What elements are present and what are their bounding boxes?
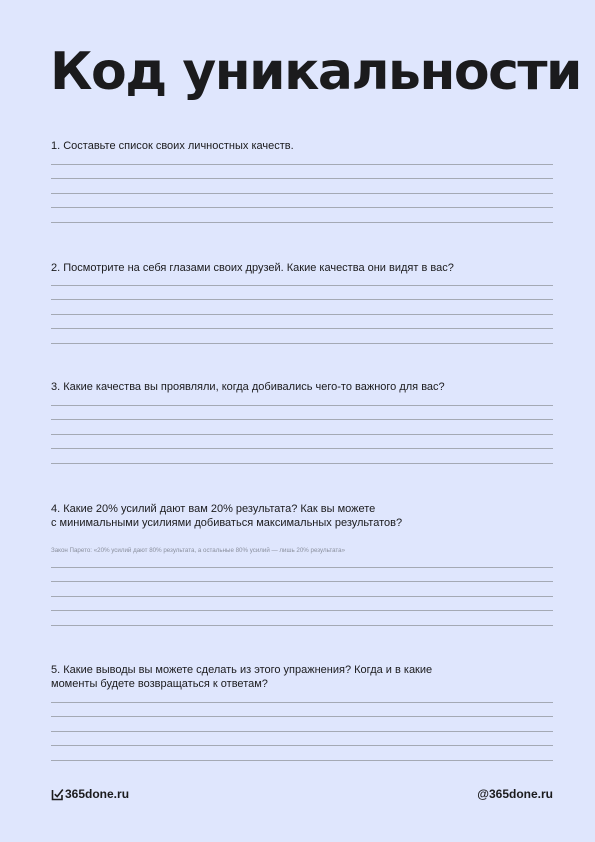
answer-line [51, 328, 553, 329]
answer-line [51, 314, 553, 315]
answer-line [51, 207, 553, 208]
question-3: 3. Какие качества вы проявляли, когда добивались чего-то важного для вас? [51, 381, 445, 393]
answer-line [51, 625, 553, 626]
answer-line [51, 434, 553, 435]
answer-line [51, 745, 553, 746]
answer-line [51, 285, 553, 286]
answer-line [51, 581, 553, 582]
answer-line [51, 567, 553, 568]
answer-line [51, 448, 553, 449]
answer-line [51, 610, 553, 611]
footer-site-link[interactable] [51, 786, 129, 802]
answer-line [51, 178, 553, 179]
page-title: Код уникальности [50, 42, 581, 102]
question-2: 2. Посмотрите на себя глазами своих друзей. Какие качества они видят в вас? [51, 262, 454, 274]
answer-line [51, 731, 553, 732]
checkbox-check-icon [51, 788, 64, 801]
answer-line [51, 760, 553, 761]
answer-line [51, 222, 553, 223]
answer-line [51, 164, 553, 165]
answer-line [51, 405, 553, 406]
pareto-note: Закон Парето: «20% усилий дают 80% результата, а остальные 80% усилий — лишь 20% результата» [51, 547, 346, 554]
answer-line [51, 419, 553, 420]
answer-line [51, 463, 553, 464]
answer-line [51, 716, 553, 717]
question-1: 1. Составьте список своих личностных качеств. [51, 140, 294, 152]
answer-line [51, 596, 553, 597]
answer-line [51, 193, 553, 194]
answer-line [51, 299, 553, 300]
answer-line [51, 702, 553, 703]
question-4: 4. Какие 20% усилий дают вам 20% результата? Как вы можете с минимальными усилиями добиваться максимальных результатов? [51, 503, 403, 529]
question-5: 5. Какие выводы вы можете сделать из этого упражнения? Когда и в какие моменты будете возвращаться к ответам? [51, 664, 433, 690]
answer-line [51, 343, 553, 344]
footer-handle[interactable]: @365done.ru [477, 787, 553, 801]
footer-site-label: 365done.ru [65, 787, 130, 801]
